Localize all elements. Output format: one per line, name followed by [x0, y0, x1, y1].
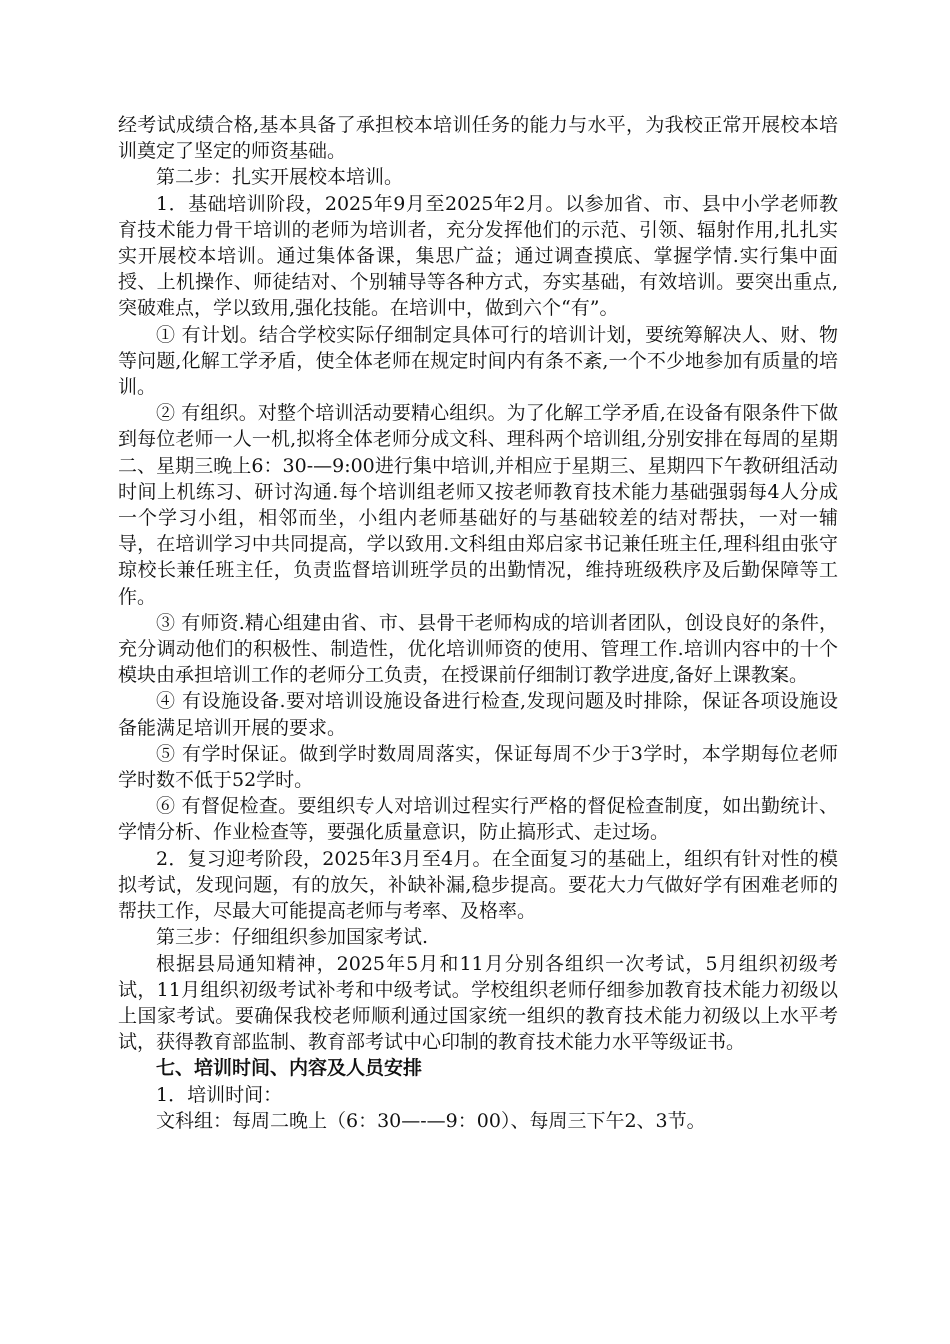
paragraph-basic-training: 1．基础培训阶段，2025年9月至2025年2月。以参加省、市、县中小学老师教育技术能力骨干培训的老师为培训者，充分发挥他们的示范、引领、辐射作用,扎扎实实开展校本培训。通过集体备课，集思广益；通过调查摸底、掌握学情.实行集中面授、上机操作、师徒结对、个别辅导等各种方式，夯实基础，有效培训。要突出重点,突破难点，学以致用,强化技能。在培训中，做到六个“有”。: [118, 192, 838, 320]
paragraph-item-teachers: ③ 有师资.精心组建由省、市、县骨干老师构成的培训者团队，创设良好的条件，充分调动他们的积极性、制造性，优化培训师资的使用、管理工作.培训内容中的十个模块由承担培训工作的老师分工负责，在授课前仔细制订教学进度,备好上课教案。: [118, 611, 838, 687]
paragraph-item-facilities: ④ 有设施设备.要对培训设施设备进行检查,发现问题及时排除，保证各项设施设备能满足培训开展的要求。: [118, 690, 838, 739]
paragraph-national-exam: 根据县局通知精神，2025年5月和11月分别各组织一次考试，5月组织初级考试，11月组织初级考试补考和中级考试。学校组织老师仔细参加教育技术能力初级以上国家考试。要确保我校老师顺利通过国家统一组织的教育技术能力初级以上水平考试，获得教育部监制、教育部考试中心印制的教育技术能力水平等级证书。: [118, 952, 838, 1054]
paragraph-continuation: 经考试成绩合格,基本具备了承担校本培训任务的能力与水平，为我校正常开展校本培训奠定了坚定的师资基础。: [118, 114, 838, 163]
paragraph-step-two: 第二步：扎实开展校本培训。: [156, 166, 404, 189]
paragraph-item-hours: ⑤ 有学时保证。做到学时数周周落实，保证每周不少于3学时，本学期每位老师学时数不低于52学时。: [118, 742, 838, 792]
paragraph-review-stage: 2．复习迎考阶段，2025年3月至4月。在全面复习的基础上，组织有针对性的模拟考试，发现问题，有的放矢，补缺补漏,稳步提高。要花大力气做好学有困难老师的帮扶工作，尽最大可能提高老师与考率、及格率。: [118, 847, 838, 923]
schedule-line-arts: 文科组：每周二晚上（6：30—-—9：00）、每周三下午2、3节。: [156, 1109, 706, 1132]
paragraph-item-supervision: ⑥ 有督促检查。要组织专人对培训过程实行严格的督促检查制度，如出勤统计、学情分析、作业检查等，要强化质量意识，防止搞形式、走过场。: [118, 795, 838, 844]
section-heading: 七、培训时间、内容及人员安排: [156, 1057, 423, 1080]
paragraph-item-plan: ① 有计划。结合学校实际仔细制定具体可行的培训计划，要统筹解决人、财、物等问题,化解工学矛盾，使全体老师在规定时间内有条不紊,一个不少地参加有质量的培训。: [118, 323, 838, 399]
document-body: [118, 112, 838, 1134]
paragraph-item-organization: ② 有组织。对整个培训活动要精心组织。为了化解工学矛盾,在设备有限条件下做到每位老师一人一机,拟将全体老师分成文科、理科两个培训组,分别安排在每周的星期二、星期三晚上6：30-—9:00进行集中培训,并相应于星期三、星期四下午教研组活动时间上机练习、研讨沟通.每个培训组老师又按老师教育技术能力基础强弱每4人分成一个学习小组，相邻而坐，小组内老师基础好的与基础较差的结对帮扶，一对一辅导，在培训学习中共同提高，学以致用.文科组由郑启家书记兼任班主任,理科组由张守琼校长兼任班主任，负责监督培训班学员的出勤情况，维持班级秩序及后勤保障等工作。: [118, 402, 838, 608]
paragraph-step-three: 第三步：仔细组织参加国家考试.: [156, 926, 429, 949]
sub-item-training-time: 1．培训时间：: [156, 1083, 283, 1106]
